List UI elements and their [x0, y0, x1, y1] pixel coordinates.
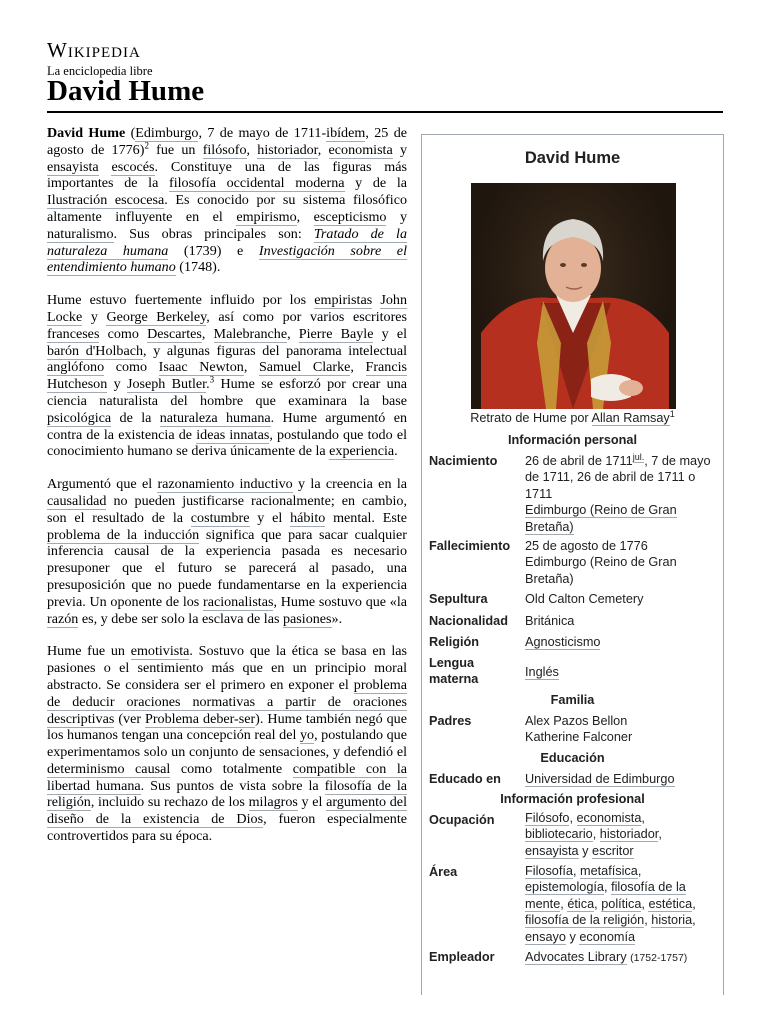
birth-alt-dates: , 7 de mayo de 1711, 26 de abril de 1711 o 1711	[525, 454, 711, 501]
death-place: Edimburgo (Reino de Gran Bretaña)	[525, 555, 677, 586]
lengua-link[interactable]: Inglés	[525, 665, 559, 679]
text-link[interactable]: estética	[648, 896, 693, 911]
text-run: como totalmente	[170, 760, 293, 777]
reference-link[interactable]: 2	[144, 140, 149, 151]
article-paragraph	[47, 292, 407, 460]
text-run: y de la	[344, 175, 408, 192]
text-run: ,	[569, 811, 577, 825]
label-empleador: Empleador	[429, 950, 495, 964]
text-run: y	[107, 376, 127, 393]
education-link[interactable]: Universidad de Edimburgo	[525, 772, 675, 786]
article-paragraph	[47, 125, 407, 276]
text-link[interactable]: economista	[328, 141, 393, 158]
text-run: , así como por varios escritores	[206, 308, 408, 325]
portrait-image[interactable]	[471, 183, 676, 409]
text-run: , 25 de agosto de 1776)	[47, 125, 407, 158]
article-paragraph	[47, 476, 407, 627]
text-link[interactable]: Malebranche	[213, 325, 288, 342]
value-nacimiento	[525, 453, 715, 535]
text-run: y	[565, 929, 580, 944]
text-run: ,	[594, 896, 602, 911]
text-link[interactable]: milagros	[248, 794, 298, 811]
text-run: como	[104, 359, 159, 376]
text-run: es, y debe ser solo la esclava de las	[78, 610, 283, 627]
label-educado: Educado en	[429, 772, 501, 786]
text-link[interactable]: escocés	[111, 158, 155, 175]
text-link[interactable]: causalidad	[47, 492, 107, 509]
text-link[interactable]: franceses	[47, 325, 100, 342]
text-link[interactable]: Joseph Butler	[126, 376, 207, 393]
label-fallecimiento: Fallecimiento	[429, 539, 511, 553]
label-ocupacion: Ocupación	[429, 813, 495, 827]
text-link[interactable]: Tratado de la naturaleza humana	[47, 225, 407, 259]
text-link[interactable]: ensayista	[525, 843, 579, 858]
caption-link[interactable]: Allan Ramsay	[591, 411, 670, 425]
text-link[interactable]: empiristas	[314, 292, 373, 309]
text-link[interactable]: historia	[651, 913, 693, 928]
text-link[interactable]: ensayo	[525, 929, 566, 944]
text-link[interactable]: ideas innatas	[196, 426, 270, 443]
text-run: y la creencia en la	[292, 476, 407, 493]
text-run	[99, 159, 112, 175]
text-link[interactable]: Pierre Bayle	[298, 325, 374, 342]
text-link[interactable]: Samuel Clarke	[258, 359, 351, 376]
text-link[interactable]: ética	[567, 896, 595, 911]
text-run: .	[206, 376, 210, 393]
text-run: y el	[249, 509, 291, 526]
text-run: . Constituye una de las figuras más importantes de la	[47, 158, 407, 192]
label-nacionalidad: Nacionalidad	[429, 614, 508, 628]
text-link[interactable]: economía	[579, 929, 636, 944]
text-link[interactable]: experiencia	[329, 443, 395, 460]
text-run: ,	[641, 896, 649, 911]
article-body	[47, 125, 407, 861]
portrait-caption	[422, 410, 723, 426]
section-profesional: Información profesional	[500, 792, 645, 806]
text-run: . Sus obras principales son:	[113, 225, 314, 242]
text-run: y el	[373, 325, 408, 342]
text-link[interactable]: compatible con la libertad humana	[47, 760, 407, 794]
text-link[interactable]: filosofía de la religión	[47, 777, 407, 811]
text-run: , postulando que todo el conocimiento humano se deriva únicamente de la	[47, 426, 407, 460]
text-link[interactable]: naturaleza humana	[159, 409, 271, 426]
text-link[interactable]: argumento del diseño de la existencia de Dios	[47, 794, 407, 828]
text-run: ,	[560, 896, 568, 911]
text-link[interactable]: Edimburgo	[135, 125, 199, 141]
value-fallecimiento	[525, 538, 715, 587]
text-run: y el	[297, 794, 327, 811]
text-run: . Hume argumentó en contra de la existencia de	[47, 409, 407, 443]
text-link[interactable]: filosofía de la religión	[525, 913, 645, 928]
text-link[interactable]: epistemología	[525, 880, 604, 895]
text-link[interactable]: George Berkeley	[106, 308, 207, 325]
text-run: fue un	[148, 141, 203, 158]
caption-ref[interactable]: 1	[669, 408, 675, 419]
text-run: ,	[246, 141, 258, 158]
text-link[interactable]: Filosofía	[525, 864, 573, 878]
value-religion	[525, 634, 715, 650]
text-run: y	[392, 141, 408, 158]
value-area	[525, 863, 715, 945]
text-link[interactable]: historiador	[257, 141, 318, 158]
text-run: ,	[296, 208, 314, 225]
text-run: ».	[331, 610, 343, 627]
text-link[interactable]: anglófono	[47, 359, 105, 376]
text-link[interactable]: razonamiento inductivo	[157, 476, 293, 493]
parent-mother: Katherine Falconer	[525, 730, 633, 745]
text-link[interactable]: filosofía de la mente	[525, 880, 686, 911]
text-run: , Hume sostuvo que «la	[273, 593, 407, 610]
text-run: .	[394, 443, 398, 460]
label-lengua: Lengua materna	[429, 656, 479, 687]
text-run: , postulando que experimentamos solo un conjunto de sensaciones, y defendió el	[47, 727, 407, 761]
text-link[interactable]: empirismo	[236, 208, 297, 225]
birth-place-link[interactable]: Edimburgo (Reino de Gran Bretaña)	[525, 503, 677, 534]
value-padres	[525, 713, 715, 746]
portrait-drawing	[471, 183, 676, 409]
page-title: David Hume	[47, 75, 205, 107]
text-run: Hume estuvo fuertemente influido por los	[47, 292, 315, 309]
title-divider	[47, 111, 723, 113]
text-run: ,	[658, 827, 662, 842]
text-link[interactable]: escritor	[592, 843, 634, 858]
value-empleador	[525, 949, 715, 966]
article-paragraph	[47, 643, 407, 845]
text-run: Hume fue un	[47, 643, 131, 660]
text-run: y	[578, 843, 593, 858]
text-link[interactable]: problema de la inducción	[47, 526, 200, 543]
employer-link[interactable]: Advocates Library	[525, 950, 627, 964]
text-run: ,	[637, 864, 642, 878]
section-educacion: Educación	[540, 751, 605, 765]
julian-link[interactable]: jul.	[632, 451, 645, 462]
text-link[interactable]: Problema deber-ser	[145, 710, 256, 727]
text-run: ). Hume también negó que los humanos tengan una concepción real del	[47, 710, 407, 744]
value-sepultura: Old Calton Cemetery	[525, 592, 644, 606]
text-run: , fueron especialmente controvertidos para su época.	[47, 811, 407, 845]
text-link[interactable]: problema de deducir oraciones normativas a partir de oraciones descriptivas	[47, 676, 407, 727]
text-run: (	[125, 125, 136, 141]
text-link[interactable]: pasiones	[283, 610, 332, 627]
label-religion: Religión	[429, 635, 480, 649]
infobox	[421, 134, 724, 995]
text-run: ,	[644, 913, 652, 928]
text-run: y	[386, 208, 407, 225]
text-run: ,	[641, 811, 645, 825]
infobox-title: David Hume	[524, 149, 621, 167]
text-run: David Hume	[47, 125, 126, 141]
section-personal: Información personal	[507, 433, 637, 447]
text-link[interactable]: Ilustración escocesa	[47, 192, 165, 209]
text-link[interactable]: John Locke	[47, 292, 407, 325]
text-link[interactable]: emotivista	[130, 643, 190, 660]
text-link[interactable]: Investigación sobre el entendimiento humano	[47, 242, 407, 276]
text-run: . Sus puntos de vista sobre la	[140, 777, 325, 794]
text-run: ,	[201, 325, 214, 342]
text-run: , 7 de mayo de 1711-	[198, 125, 327, 141]
text-run: ,	[350, 359, 366, 376]
label-area: Área	[429, 865, 458, 879]
section-familia: Familia	[550, 693, 595, 707]
text-run: . Es conocido por su sistema filosófico altamente influyente en el	[47, 192, 407, 225]
text-run: ,	[572, 864, 581, 878]
text-link[interactable]: Isaac Newton	[158, 359, 244, 376]
text-link[interactable]: filosofía occidental moderna	[169, 175, 345, 192]
logo-wordmark[interactable]: Wikipedia	[47, 38, 141, 62]
text-link[interactable]: yo	[299, 727, 315, 744]
text-run: (1739) e	[168, 242, 259, 259]
religion-link[interactable]: Agnosticismo	[525, 635, 601, 649]
label-sepultura: Sepultura	[429, 592, 488, 606]
logo-tagline: La enciclopedia libre	[47, 64, 153, 78]
value-nacionalidad: Británica	[525, 614, 575, 628]
text-run: significa que para sacar cualquier inferencia causal de la experiencia pasada es necesario presuponer que el futuro se parecerá al pasado, una presuposición que no puede fundamentarse en la experiencia previa. Un oponente de los	[47, 526, 408, 610]
text-run: como	[99, 325, 148, 342]
label-padres: Padres	[429, 714, 472, 728]
text-link[interactable]: ibídem	[326, 125, 366, 141]
text-run: , incluido su rechazo de los	[90, 794, 249, 811]
text-link[interactable]: historiador	[599, 827, 659, 842]
text-run: de la	[111, 409, 160, 426]
value-educado	[525, 771, 715, 787]
text-link[interactable]: naturalismo	[47, 225, 114, 242]
parent-father: Alex Pazos Bellon	[525, 714, 628, 728]
text-run: no pueden justificarse racionalmente; en cambio, son el resultado de la	[47, 492, 407, 526]
text-run: ,	[317, 141, 329, 158]
text-link[interactable]: costumbre	[190, 509, 250, 526]
text-link[interactable]: psicológica	[47, 409, 112, 426]
death-date: 25 de agosto de 1776	[525, 539, 648, 553]
reference-link[interactable]: 3	[209, 374, 215, 385]
text-link[interactable]: filósofo	[202, 141, 247, 158]
text-link[interactable]: determinismo causal	[47, 760, 171, 777]
text-link[interactable]: hábito	[290, 509, 326, 526]
text-run: (ver	[114, 710, 146, 727]
text-link[interactable]: economista	[576, 811, 642, 825]
text-link[interactable]: metafísica	[580, 864, 638, 878]
site-logo[interactable]	[47, 40, 723, 79]
text-run: ,	[592, 827, 600, 842]
employer-years: (1752-1757)	[630, 952, 688, 964]
text-link[interactable]: Filósofo	[525, 811, 570, 825]
label-nacimiento: Nacimiento	[429, 454, 498, 468]
text-run: ,	[692, 896, 696, 911]
text-link[interactable]: razón	[47, 610, 79, 627]
text-run: (1748).	[175, 259, 221, 276]
text-run: , y algunas figuras del panorama intelectual	[143, 342, 407, 359]
value-lengua	[525, 664, 715, 680]
text-run: y	[82, 308, 107, 325]
text-run: ,	[604, 880, 612, 895]
text-link[interactable]: barón d'Holbach	[47, 342, 144, 359]
birth-date: 26 de abril de 1711	[525, 454, 633, 468]
text-run: ,	[287, 325, 299, 342]
text-run: . Sostuvo que la ética se basa en las pasiones o el sentimiento más que en un principio moral abstracto. Se considera ser el primero en exponer el	[47, 643, 407, 693]
text-link[interactable]: bibliotecario	[525, 827, 593, 842]
text-run: ,	[243, 359, 259, 376]
text-link[interactable]: Descartes	[147, 325, 202, 342]
text-link[interactable]: racionalistas	[203, 593, 274, 610]
text-run: Argumentó que el	[47, 476, 158, 493]
text-run: Hume se esforzó por crear una ciencia naturalista del hombre que examinara la base	[47, 376, 408, 409]
text-link[interactable]: ensayista	[47, 158, 99, 175]
value-ocupacion	[525, 810, 715, 859]
text-run: mental. Este	[325, 509, 407, 526]
text-link[interactable]: política	[601, 896, 642, 911]
text-link[interactable]: escepticismo	[313, 208, 387, 225]
text-link[interactable]: Francis Hutcheson	[47, 359, 408, 393]
caption-text: Retrato de Hume por	[470, 411, 592, 425]
text-run: ,	[692, 913, 696, 928]
